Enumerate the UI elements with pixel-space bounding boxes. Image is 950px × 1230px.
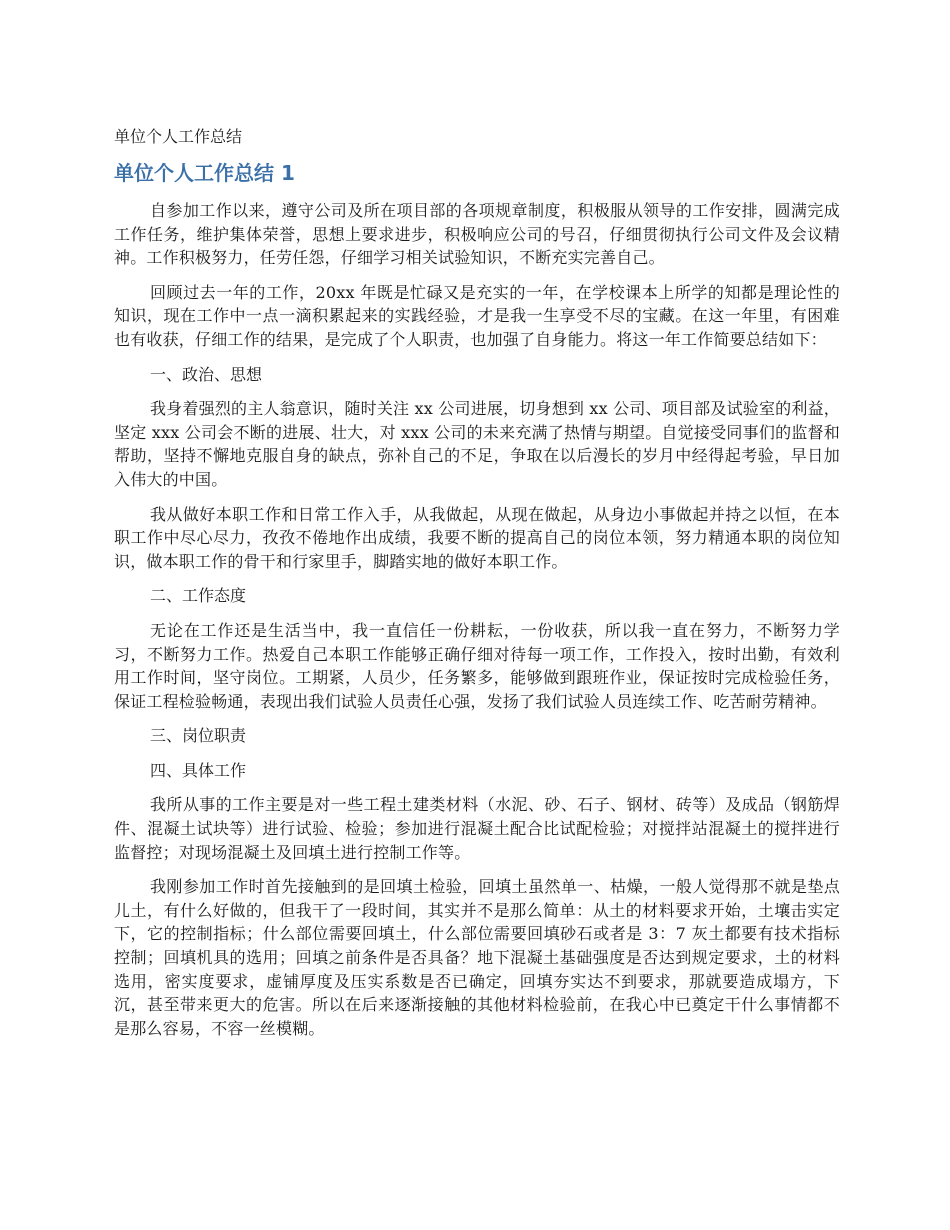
subsection-politics: 一、政治、思想	[150, 364, 263, 384]
paragraph-6: 我所从事的工作主要是对一些工程土建类材料（水泥、砂、石子、钢材、砖等）及成品（钢筋焊件、混凝土试块等）进行试验、检验；参加进行混凝土配合比试配检验；对搅拌站混凝土的搅拌进行监督控；对现场混凝土及回填土进行控制工作等。	[114, 795, 840, 862]
paragraph-4: 我从做好本职工作和日常工作入手，从我做起，从现在做起，从身边小事做起并持之以恒，在本职工作中尽心尽力，孜孜不倦地作出成绩，我要不断的提高自己的岗位本领，努力精通本职的岗位知识，做本职工作的骨干和行家里手，脚踏实地的做好本职工作。	[114, 504, 840, 571]
subsection-work: 四、具体工作	[150, 760, 247, 780]
paragraph-1: 自参加工作以来，遵守公司及所在项目部的各项规章制度，积极服从领导的工作安排，圆满完成工作任务，维护集体荣誉，思想上要求进步，积极响应公司的号召，仔细贯彻执行公司文件及会议精神。工作积极努力，任劳任怨，仔细学习相关试验知识，不断充实完善自己。	[114, 201, 840, 268]
section-heading: 单位个人工作总结 1	[114, 161, 295, 185]
subsection-duties: 三、岗位职责	[150, 726, 247, 746]
paragraph-5: 无论在工作还是生活当中，我一直信任一份耕耘，一份收获，所以我一直在努力，不断努力学习，不断努力工作。热爱自己本职工作能够正确仔细对待每一项工作，工作投入，按时出勤，有效利用工作时间，坚守岗位。工期紧，人员少，任务繁多，能够做到跟班作业，保证按时完成检验任务，保证工程检验畅通，表现出我们试验人员责任心强，发扬了我们试验人员连续工作、吃苦耐劳精神。	[114, 620, 840, 711]
document-title: 单位个人工作总结	[114, 127, 243, 146]
document-body	[114, 123, 840, 1051]
paragraph-2: 回顾过去一年的工作，20xx 年既是忙碌又是充实的一年，在学校课本上所学的知都是理论性的知识，现在工作中一点一滴积累起来的实践经验，才是我一生享受不尽的宝藏。在这一年里，有困难也有收获，仔细工作的结果，是完成了个人职责，也加强了自身能力。将这一年工作简要总结如下：	[114, 282, 840, 349]
subsection-attitude: 二、工作态度	[150, 586, 247, 606]
paragraph-3: 我身着强烈的主人翁意识，随时关注 xx 公司进展，切身想到 xx 公司、项目部及试验室的利益，坚定 xxx 公司会不断的进展、壮大，对 xxx 公司的未来充满了热情与期望。自觉接受同事们的监督和帮助，坚持不懈地克服自身的缺点，弥补自己的不足，争取在以后漫长的岁月中经得起考验，早日加入伟大的中国。	[114, 399, 840, 489]
paragraph-7: 我刚参加工作时首先接触到的是回填土检验，回填土虽然单一、枯燥，一般人觉得那不就是垫点儿土，有什么好做的，但我干了一段时间，其实并不是那么简单：从土的材料要求开始，土壤击实定下，它的控制指标；什么部位需要回填土，什么部位需要回填砂石或者是 3：7 灰土都要有技术指标控制；回填机具的选用；回填之前条件是否具备？地下混凝土基础强度是否达到规定要求，土的材料选用，密实度要求，虚铺厚度及压实系数是否已确定，回填夯实达不到要求，那就要造成塌方，下沉，甚至带来更大的危害。所以在后来逐渐接触的其他材料检验前，在我心中已奠定干什么事情都不是那么容易，不容一丝模糊。	[114, 877, 840, 1038]
